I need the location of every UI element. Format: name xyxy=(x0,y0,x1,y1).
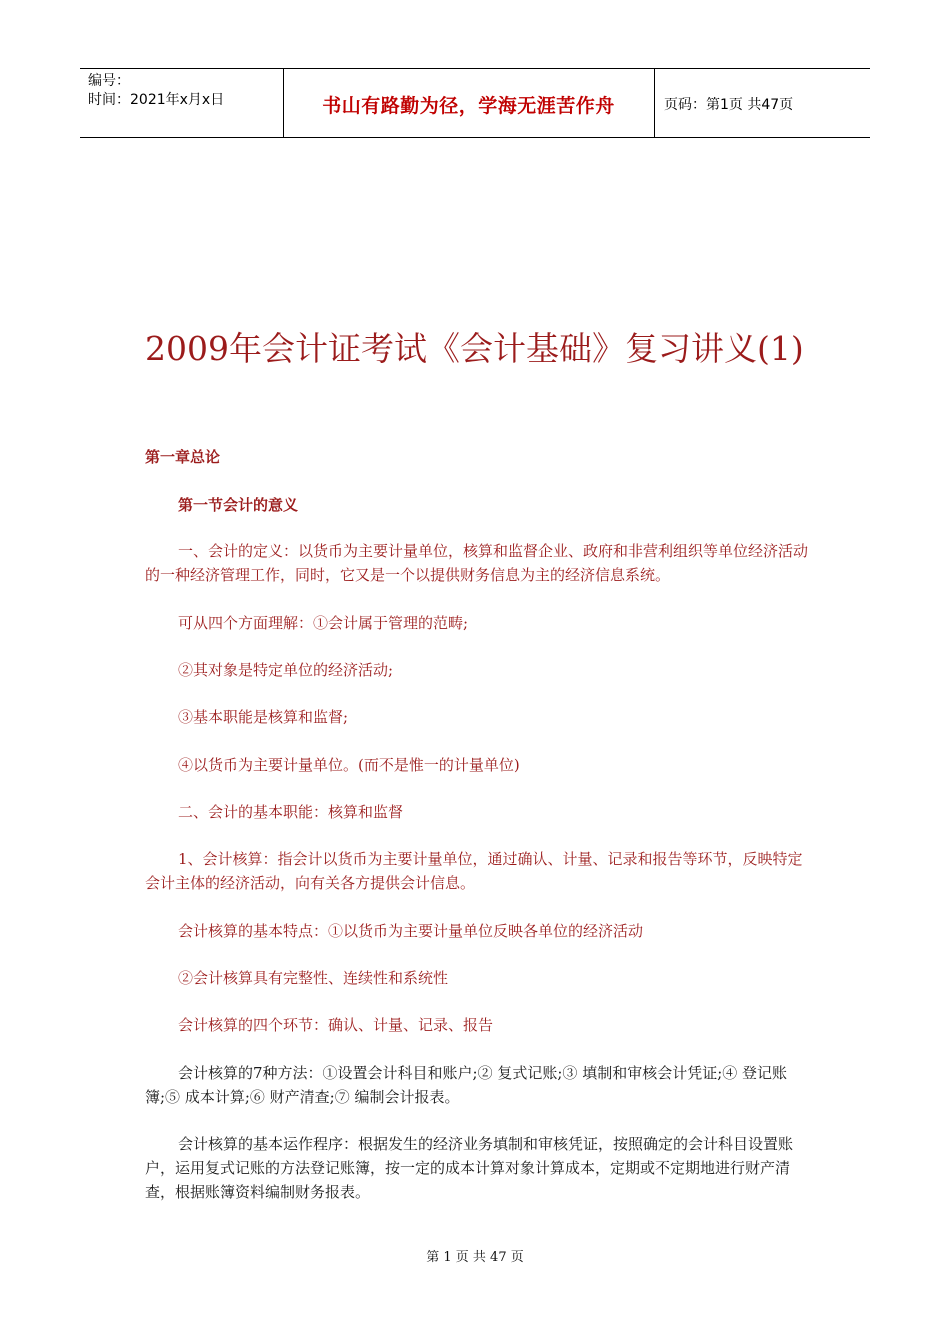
header-page-info: 页码：第1页 共47页 xyxy=(664,97,794,113)
header-meta xyxy=(88,72,278,110)
paragraph: ②会计核算具有完整性、连续性和系统性 xyxy=(178,969,449,987)
time-label: 时间：2021年x月x日 xyxy=(88,92,225,108)
header-motto: 书山有路勤为径，学海无涯苦作舟 xyxy=(322,95,615,117)
paragraph: 会计核算的四个环节：确认、计量、记录、报告 xyxy=(178,1016,494,1034)
document-title: 2009年会计证考试《会计基础》复习讲义(1) xyxy=(145,329,804,368)
code-label: 编号： xyxy=(88,73,130,89)
section-heading: 第一节会计的意义 xyxy=(178,496,299,514)
paragraph: 一、会计的定义：以货币为主要计量单位，核算和监督企业、政府和非营利组织等单位经济活动的一种经济管理工作，同时，它又是一个以提供财务信息为主的经济信息系统。 xyxy=(145,542,809,584)
paragraph: ④以货币为主要计量单位。(而不是惟一的计量单位) xyxy=(178,756,520,774)
paragraph: 1、会计核算：指会计以货币为主要计量单位，通过确认、计量、记录和报告等环节，反映特定会计主体的经济活动，向有关各方提供会计信息。 xyxy=(145,850,803,892)
page-footer: 第 1 页 共 47 页 xyxy=(426,1250,524,1265)
paragraph: 会计核算的基本特点：①以货币为主要计量单位反映各单位的经济活动 xyxy=(178,922,644,940)
paragraph: ③基本职能是核算和监督; xyxy=(178,708,349,726)
paragraph: 可从四个方面理解：①会计属于管理的范畴; xyxy=(178,614,469,632)
chapter-heading: 第一章总论 xyxy=(145,448,221,466)
paragraph: ②其对象是特定单位的经济活动; xyxy=(178,661,394,679)
header-table xyxy=(80,68,870,138)
paragraph: 二、会计的基本职能：核算和监督 xyxy=(178,803,404,821)
paragraph: 会计核算的7种方法：①设置会计科目和账户;② 复式记账;③ 填制和审核会计凭证;④ 登记账簿;⑤ 成本计算;⑥ 财产清查;⑦ 编制会计报表。 xyxy=(145,1064,788,1106)
header-divider xyxy=(654,69,655,137)
paragraph: 会计核算的基本运作程序：根据发生的经济业务填制和审核凭证，按照确定的会计科目设置账户，运用复式记账的方法登记账簿，按一定的成本计算对象计算成本，定期或不定期地进行财产清查，根据账簿资料编制财务报表。 xyxy=(145,1135,794,1201)
